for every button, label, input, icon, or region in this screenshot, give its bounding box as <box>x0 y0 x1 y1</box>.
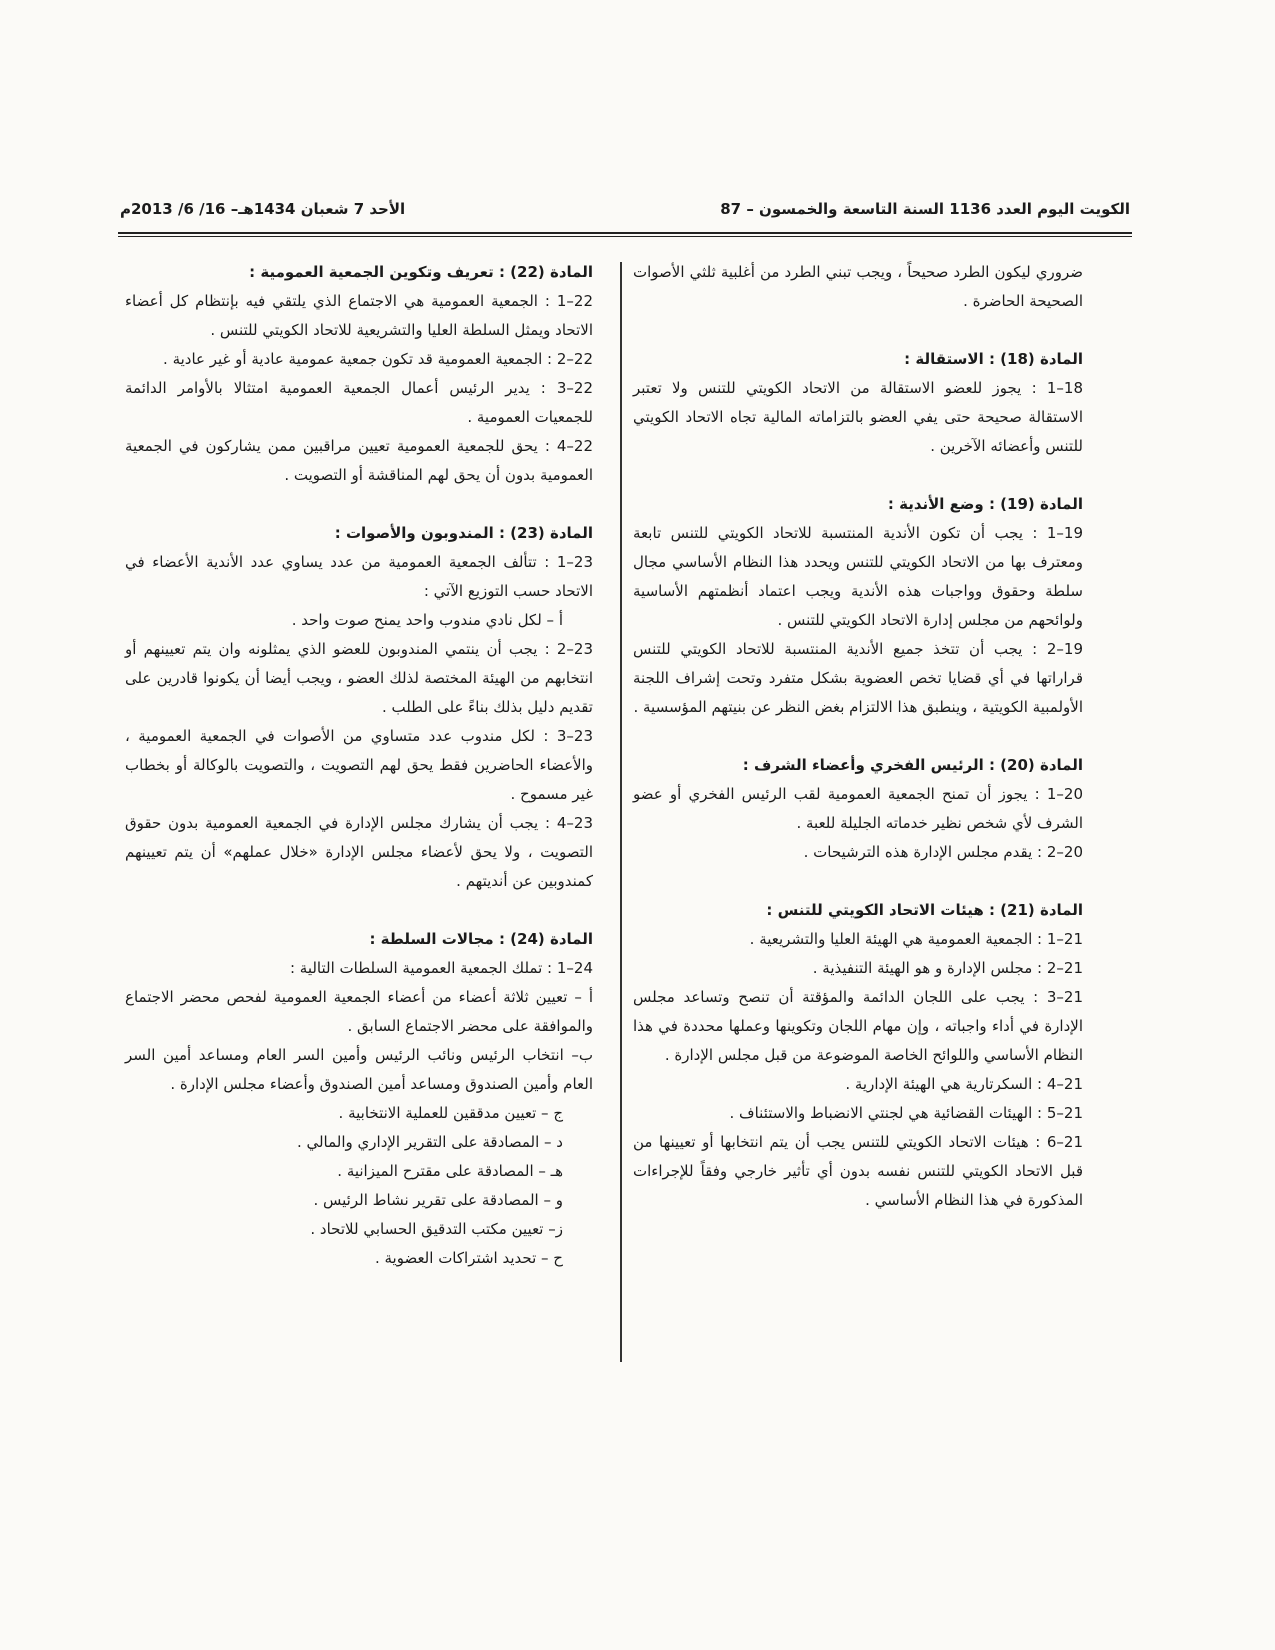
article-22-para-4: 22–4 : يحق للجمعية العمومية تعيين مراقبين ممن يشاركون في الجمعية العمومية بدون أن يحق لهم المناقشة أو التصويت . <box>125 437 593 484</box>
article-24-item-e: هـ – المصادقة على مقترح الميزانية . <box>337 1162 563 1180</box>
article-23-para-2: 23–2 : يجب أن ينتمي المندوبون للعضو الذي يمثلونه وان يتم تعيينهم أو انتخابهم من الهيئة المختصة لذلك العضو ، ويجب أيضا أن يكونوا قادرين على تقديم دليل بذلك بناءً على الطلب . <box>125 640 593 716</box>
article-24-item-f: و – المصادقة على تقرير نشاط الرئيس . <box>313 1191 563 1209</box>
continued-paragraph: ضروري ليكون الطرد صحيحاً ، ويجب تبني الطرد من أغلبية ثلثي الأصوات الصحيحة الحاضرة . <box>633 263 1083 310</box>
header-publication-info: الكويت اليوم العدد 1136 السنة التاسعة والخمسون – 87 <box>720 200 1130 218</box>
article-22-title: المادة (22) : تعريف وتكوين الجمعية العمومية : <box>249 263 593 281</box>
article-21-para-1: 21–1 : الجمعية العمومية هي الهيئة العليا والتشريعية . <box>749 930 1083 948</box>
article-20-para-1: 20–1 : يجوز أن تمنح الجمعية العمومية لقب الرئيس الفخري أو عضو الشرف لأي شخص نظير خدماته الجليلة للعبة . <box>633 785 1083 832</box>
article-24-item-d: د – المصادقة على التقرير الإداري والمالي . <box>296 1133 563 1151</box>
article-23-para-1: 23–1 : تتألف الجمعية العمومية من عدد يساوي عدد الأندية الأعضاء في الاتحاد حسب التوزيع الآتي : <box>125 553 593 600</box>
article-23-para-4: 23–4 : يجب أن يشارك مجلس الإدارة في الجمعية العمومية بدون حقوق التصويت ، ولا يحق لأعضاء مجلس الإدارة «خلال عملهم» أن يتم تعيينهم كمندوبين عن أنديتهم . <box>125 814 593 890</box>
header-rule <box>118 232 1132 237</box>
article-22-para-2: 22–2 : الجمعية العمومية قد تكون جمعية عمومية عادية أو غير عادية . <box>163 350 593 368</box>
article-19-title: المادة (19) : وضع الأندية : <box>887 495 1083 513</box>
article-21-para-5: 21–5 : الهيئات القضائية هي لجنتي الانضباط والاستئناف . <box>729 1104 1083 1122</box>
article-23-title: المادة (23) : المندوبون والأصوات : <box>334 524 593 542</box>
article-24-item-a: أ – تعيين ثلاثة أعضاء من أعضاء الجمعية العمومية لفحص محضر الاجتماع والموافقة على محضر الاجتماع السابق . <box>125 988 593 1035</box>
article-23-item-a: أ – لكل نادي مندوب واحد يمنح صوت واحد . <box>291 611 563 629</box>
article-21-title: المادة (21) : هيئات الاتحاد الكويتي للتنس : <box>766 901 1083 919</box>
article-20-para-2: 20–2 : يقدم مجلس الإدارة هذه الترشيحات . <box>803 843 1083 861</box>
article-21-para-2: 21–2 : مجلس الإدارة و هو الهيئة التنفيذية . <box>812 959 1083 977</box>
article-18-title: المادة (18) : الاستقالة : <box>904 350 1083 368</box>
column-divider <box>620 262 622 1362</box>
left-column <box>125 258 593 1273</box>
article-21-para-4: 21–4 : السكرتارية هي الهيئة الإدارية . <box>845 1075 1083 1093</box>
article-24-title: المادة (24) : مجالات السلطة : <box>369 930 593 948</box>
article-21-para-6: 21–6 : هيئات الاتحاد الكويتي للتنس يجب أن يتم انتخابها أو تعيينها من قبل الاتحاد الكويتي للتنس نفسه بدون أي تأثير خارجي وفقاً للإجراءات المذكورة في هذا النظام الأساسي . <box>633 1133 1083 1209</box>
article-22-para-1: 22–1 : الجمعية العمومية هي الاجتماع الذي يلتقي فيه بإنتظام كل أعضاء الاتحاد ويمثل السلطة العليا والتشريعية للاتحاد الكويتي للتنس . <box>125 292 593 339</box>
article-20-title: المادة (20) : الرئيس الفخري وأعضاء الشرف : <box>742 756 1083 774</box>
article-24-item-h: ح – تحديد اشتراكات العضوية . <box>374 1249 563 1267</box>
article-23-para-3: 23–3 : لكل مندوب عدد متساوي من الأصوات في الجمعية العمومية ، والأعضاء الحاضرين فقط يحق لهم التصويت ، والتصويت بالوكالة أو بخطاب غير مسموح . <box>125 727 593 803</box>
article-19-para-1: 19–1 : يجب أن تكون الأندية المنتسبة للاتحاد الكويتي للتنس تابعة ومعترف بها من الاتحاد الكويتي للتنس ويحدد هذا النظام الأساسي مجال سلطة وحقوق وواجبات هذه الأندية ويجب اعتماد أنظمتهم الأساسية ولوائحهم من مجلس إدارة الاتحاد الكويتي للتنس . <box>633 524 1083 629</box>
article-19-para-2: 19–2 : يجب أن تتخذ جميع الأندية المنتسبة للاتحاد الكويتي للتنس قراراتها في أي قضايا تخص العضوية بشكل متفرد وتحت إشراف اللجنة الأولمبية الكويتية ، وينطبق هذا الالتزام بغض النظر عن بنيتهم المؤسسية . <box>633 640 1083 716</box>
article-21-para-3: 21–3 : يجب على اللجان الدائمة والمؤقتة أن تنصح وتساعد مجلس الإدارة في أداء واجباته ، وإن مهام اللجان وتكوينها وعملها محددة في هذا النظام الأساسي واللوائح الخاصة الموضوعة من قبل مجلس الإدارة . <box>633 988 1083 1064</box>
article-24-item-b: ب– انتخاب الرئيس ونائب الرئيس وأمين السر العام ومساعد أمين السر العام وأمين الصندوق ومساعد أمين الصندوق وأعضاء مجلس الإدارة . <box>125 1046 593 1093</box>
article-24-item-g: ز– تعيين مكتب التدقيق الحسابي للاتحاد . <box>310 1220 563 1238</box>
article-24-para-1: 24–1 : تملك الجمعية العمومية السلطات التالية : <box>289 959 593 977</box>
article-18-para-1: 18–1 : يجوز للعضو الاستقالة من الاتحاد الكويتي للتنس ولا تعتبر الاستقالة صحيحة حتى يفي العضو بالتزاماته المالية تجاه الاتحاد الكويتي للتنس وأعضائه الآخرين . <box>633 379 1083 455</box>
article-22-para-3: 22–3 : يدير الرئيس أعمال الجمعية العمومية امتثالا بالأوامر الدائمة للجمعيات العمومية . <box>125 379 593 426</box>
page-header <box>120 200 1130 228</box>
article-24-item-c: ج – تعيين مدققين للعملية الانتخابية . <box>338 1104 563 1122</box>
right-column <box>633 258 1083 1215</box>
header-date: الأحد 7 شعبان 1434هـ– 16/ 6/ 2013م <box>120 200 406 218</box>
